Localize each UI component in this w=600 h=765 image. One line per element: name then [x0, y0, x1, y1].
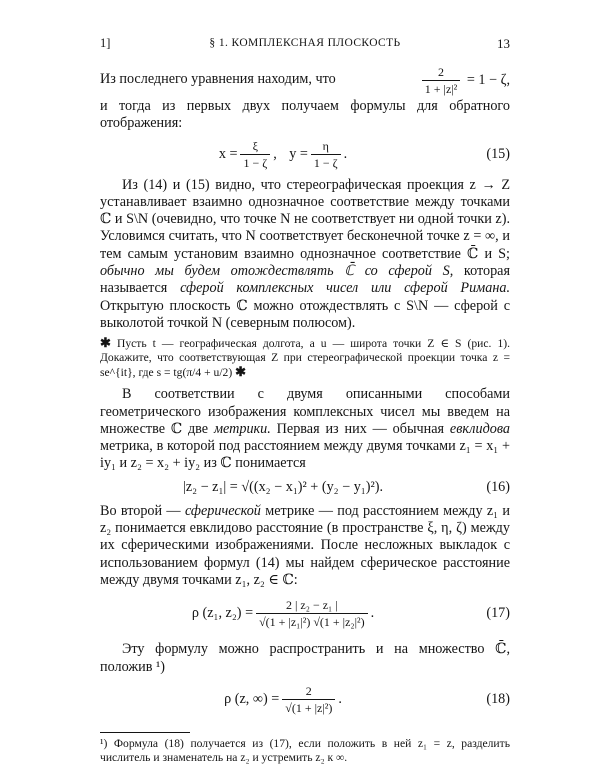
para2-italic-metrics: метрики. — [213, 420, 271, 437]
equation-18-expression — [100, 676, 466, 724]
eq15-lhs-x: x = — [218, 145, 238, 162]
equation-15 — [100, 133, 510, 177]
eq18-lhs: ρ (z, ∞) = — [224, 691, 280, 708]
para1-text-3: Открытую плоскость ℂ можно отождествлять с S\N — сферой с выколотой точкой N (северным полюсом). — [100, 297, 510, 331]
equation-15-expression: x = $\frac{\xi}{1 - \zeta}$ , y = $\frac{\eta}{1 - \zeta}$ . — [218, 139, 348, 171]
para1-italic-riemann-sphere: сферой комплексных чисел или сферой Римана. — [180, 280, 510, 297]
intro-frac-denominator: 1 + |z|² — [424, 81, 458, 96]
header-title: § 1. КОМПЛЕКСНАЯ ПЛОСКОСТЬ — [209, 37, 401, 49]
eq15-fraction-x — [240, 139, 270, 170]
page-number: 13 — [497, 36, 510, 51]
para2-text-2: Первая из них — обычная — [276, 420, 445, 437]
intro-formula — [419, 65, 510, 96]
equation-18 — [100, 676, 510, 724]
header-chapter-marker: 1] — [100, 36, 111, 50]
eq18-denominator: √(1 + |z|²) — [285, 701, 333, 716]
eq18-fraction — [282, 684, 335, 715]
eq18-end: . — [338, 691, 342, 708]
para3-text: Во второй — — [100, 502, 181, 519]
exercise-star-open-icon: ✱ — [100, 335, 111, 351]
exercise-text: Пусть t — географическая долгота, а u — широта точки Z ∈ S (рис. 1). Докажите, что соответствующая Z при стереографической проекции точка z = se^{it}, где s = tg(π/4 + u/2) — [100, 337, 510, 380]
equation-17-number: (17) — [486, 604, 510, 621]
intro-frac-numerator: 2 — [422, 65, 461, 81]
eq18-numerator: 2 — [282, 684, 335, 700]
page-body — [100, 62, 510, 765]
intro-continuation: и тогда из первых двух получаем формулы для обратного отображения: — [100, 98, 510, 132]
eq15-x-numerator: ξ — [240, 139, 270, 155]
equation-16-expression: |z₂ − z₁| = √((x₂ − x₁)² + (y₂ − y₁)²). — [183, 479, 383, 496]
intro-text: Из последнего уравнения находим, что — [100, 71, 336, 88]
para3-italic-spherical: сферической — [184, 502, 261, 519]
intro-fraction — [422, 65, 461, 96]
eq15-y-denominator: 1 − ζ — [313, 156, 338, 171]
para1-text-2: которая называется — [100, 263, 511, 297]
para3-text-2: метрике — под расстоянием между z₁ и z₂ понимается евклидово расстояние (в пространстве ξ, η, ζ) между их сферическими изображениями. После несложных выкладок с использованием формул (14) мы найдем сферическое расстояние между двумя точками z₁, z₂ ∈ ℂ: — [100, 502, 511, 588]
eq17-lhs: ρ (z₁, z₂) = — [191, 604, 254, 621]
para2-text-3: метрика, в которой под расстоянием между двумя точками z₁ = x₁ + iy₁ и z₂ = x₂ + iy₂ из ℂ понимается — [100, 438, 510, 472]
para2-italic-euclidean: евклидова — [449, 420, 510, 437]
paragraph-stereographic — [100, 177, 510, 333]
eq15-x-denominator: 1 − ζ — [243, 156, 268, 171]
equation-16-number: (16) — [486, 479, 510, 496]
intro-formula-line — [100, 62, 510, 98]
equation-17-expression — [100, 589, 466, 637]
eq15-lhs-y: y = — [289, 145, 308, 162]
intro-rhs: = 1 − ζ, — [466, 71, 510, 88]
para2-text: В соответствии с двумя описанными способами геометрического изображения комплексных чисел мы введем на множестве ℂ две — [100, 386, 510, 437]
equation-15-number: (15) — [486, 145, 510, 162]
paragraph-spherical-metric — [100, 503, 510, 589]
equation-17 — [100, 589, 510, 637]
para1-text: Из (14) и (15) видно, что стереографическая проекция z → Z устанавливает взаимно однозначное соответствие между точками ℂ и S\N (очевидно, что точке N не соответствует ни одной точки z). Условимся считать, что N соответствует бесконечной точке z = ∞, и тем самым установим взаимно однозначное соответствие ℂ̄ и S; — [100, 176, 510, 262]
footnote-divider — [100, 732, 190, 733]
eq17-numerator: 2 | z₂ − z₁ | — [256, 598, 368, 614]
equation-18-number: (18) — [486, 691, 510, 708]
eq15-y-numerator: η — [311, 139, 341, 155]
paragraph-metrics — [100, 386, 510, 472]
eq15-fraction-y — [311, 139, 341, 170]
eq17-end: . — [370, 604, 375, 621]
exercise-block — [100, 336, 510, 380]
footnote: ¹) Формула (18) получается из (17), если положить в ней z₁ = z, разделить числитель и знаменатель на z₂ и устремить z₂ к ∞. — [100, 736, 510, 764]
eq17-denominator: √(1 + |z₁|²) √(1 + |z₂|²) — [259, 614, 365, 629]
paragraph-extend: Эту формулу можно распространить и на множество ℂ̄, положив ¹) — [100, 641, 510, 675]
running-header — [100, 36, 510, 54]
equation-16 — [100, 473, 510, 503]
para1-italic-identify: обычно мы будем отождествлять ℂ̄ со сферой S, — [100, 263, 454, 280]
eq17-fraction — [256, 598, 368, 629]
exercise-star-close-icon: ✱ — [235, 364, 247, 380]
